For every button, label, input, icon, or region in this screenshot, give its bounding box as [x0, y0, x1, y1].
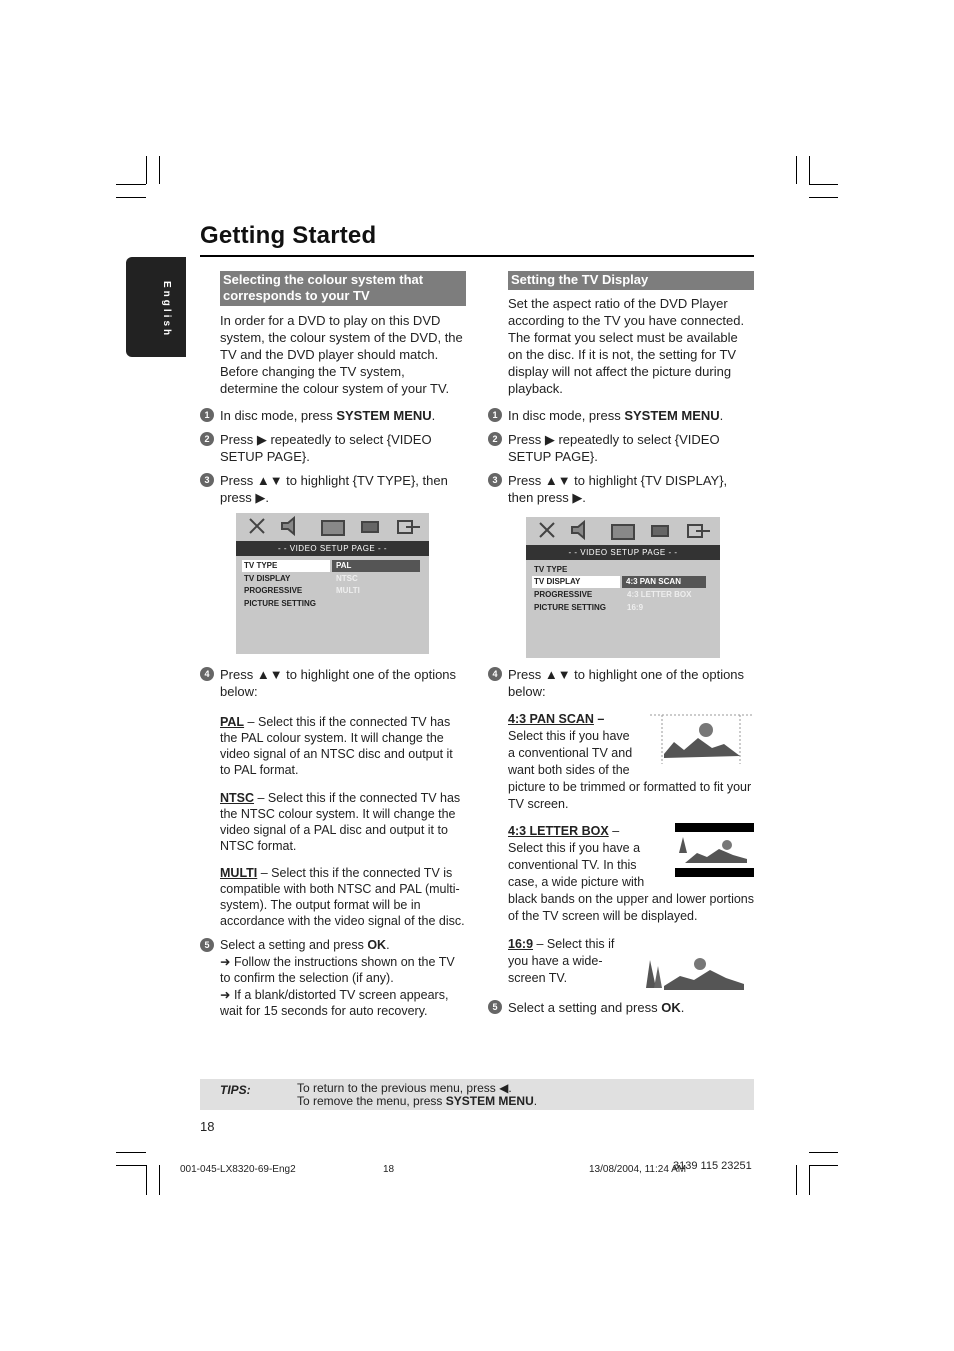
menu-icon-row: [236, 513, 429, 541]
step-3: [492, 472, 754, 506]
step-number-3-icon: 3: [488, 473, 502, 487]
step-note: ➜ Follow the instructions shown on the TV to confirm the selection (if any).: [220, 954, 455, 985]
crop-mark: [159, 1165, 160, 1195]
page-number: 18: [200, 1119, 215, 1134]
option-text: – Select this if: [533, 937, 615, 951]
crop-mark: [146, 156, 147, 184]
step-text: Select a setting and press: [508, 1000, 662, 1015]
option-ntsc[interactable]: NTSC: [336, 574, 358, 583]
right-column: [492, 271, 754, 506]
crop-mark: [116, 1165, 146, 1166]
option-text: screen TV.: [508, 971, 568, 985]
page-title: Getting Started: [200, 222, 377, 249]
crop-mark: [809, 1165, 838, 1166]
step-text: .: [680, 1000, 685, 1015]
footer-part-number: 3139 115 23251: [673, 1160, 752, 1172]
step-number-1-icon: 1: [200, 408, 214, 422]
menu-title-bar: - - VIDEO SETUP PAGE - -: [526, 545, 720, 560]
menu-item-picture-setting[interactable]: PICTURE SETTING: [244, 599, 317, 608]
footer-doc-code: 001-045-LX8320-69-Eng2: [180, 1164, 296, 1175]
step-text: Press ▲▼ to highlight {TV DISPLAY}, then press ▶.: [508, 473, 728, 505]
option-label: PAL: [220, 715, 245, 729]
tips-line: .: [533, 1094, 538, 1108]
step-4: [492, 666, 754, 700]
option-text: – Select this if the connected TV has the PAL colour system. It will change the video signal of an NTSC disc and output it to PAL format.: [220, 715, 453, 777]
language-tab: [126, 257, 186, 357]
language-tab-label: English: [161, 281, 172, 339]
step-number-5-icon: 5: [200, 938, 214, 952]
option-letter-box[interactable]: 4:3 LETTER BOX: [627, 590, 692, 599]
step-2: [492, 431, 754, 465]
tips-label: TIPS:: [220, 1083, 251, 1097]
option-label: 4:3 PAN SCAN: [508, 712, 594, 726]
step-text: Press ▲▼ to highlight {TV TYPE}, then press ▶.: [220, 473, 448, 505]
option-ntsc-desc: [220, 790, 466, 854]
button-name: SYSTEM MENU: [624, 408, 720, 423]
section-heading: Setting the TV Display: [508, 271, 754, 290]
step-text: .: [431, 408, 436, 423]
step-1: [492, 407, 754, 424]
option-text: you have a wide-: [508, 954, 603, 968]
tips-text: [297, 1082, 537, 1108]
tips-line: To return to the previous menu, press ◀.: [297, 1081, 512, 1095]
option-text: Select this if you have: [508, 729, 630, 743]
step-number-2-icon: 2: [200, 432, 214, 446]
menu-title-bar: - - VIDEO SETUP PAGE - -: [236, 541, 429, 556]
step-number-3-icon: 3: [200, 473, 214, 487]
option-pan-scan[interactable]: 4:3 PAN SCAN: [622, 576, 706, 588]
option-label: 16:9: [508, 937, 534, 951]
option-multi[interactable]: MULTI: [336, 586, 360, 595]
setup-icons: [526, 517, 720, 545]
step-5: [204, 937, 466, 1020]
step-text: Select a setting and press: [220, 938, 368, 952]
option-dash: –: [608, 824, 620, 838]
button-name: SYSTEM MENU: [445, 1094, 534, 1108]
tv-menu-screen: [236, 513, 429, 654]
intro-text: In order for a DVD to play on this DVD system, the colour system of the DVD, the TV and the DVD player should match. Before changing the TV system, determine the colour system of your TV.: [220, 313, 463, 396]
option-text: – Select this if the connected TV is compatible with both NTSC and PAL (multi-system). The output format will be in accordance with the video signal of the disc.: [220, 866, 465, 928]
step-1: [204, 407, 466, 424]
menu-item-tv-display[interactable]: TV DISPLAY: [532, 576, 620, 588]
menu-item-tv-type[interactable]: TV TYPE: [534, 565, 568, 574]
step-text: .: [386, 938, 390, 952]
menu-item-progressive[interactable]: PROGRESSIVE: [534, 590, 593, 599]
option-label: NTSC: [220, 791, 255, 805]
menu-icon-row: [526, 517, 720, 545]
step-text: Press ▶ repeatedly to select {VIDEO SETUP PAGE}.: [220, 432, 432, 464]
wide-screen-illustration: [644, 954, 746, 994]
crop-mark: [809, 1152, 838, 1153]
step-4: [204, 666, 466, 700]
crop-mark: [809, 184, 838, 185]
tips-box: [200, 1079, 754, 1110]
intro-text: Set the aspect ratio of the DVD Player according to the TV you have connected. The format you select must be available on the disc. If it is not, the setting for TV display will not affect the picture during playback.: [508, 296, 745, 396]
left-column: [204, 271, 466, 506]
step-number-4-icon: 4: [488, 667, 502, 681]
footer-date: 13/08/2004, 11:24 AM: [589, 1164, 687, 1175]
step-number-4-icon: 4: [200, 667, 214, 681]
section-heading: Selecting the colour system that corresponds to your TV: [220, 271, 466, 306]
option-label: MULTI: [220, 866, 258, 880]
step-text: Press ▲▼ to highlight one of the options below:: [220, 667, 457, 699]
option-pal[interactable]: PAL: [332, 560, 420, 572]
button-name: OK: [661, 1000, 681, 1015]
tips-line: To remove the menu, press: [297, 1094, 446, 1108]
title-divider: [200, 255, 754, 257]
step-text: .: [719, 408, 724, 423]
crop-mark: [796, 156, 797, 184]
option-text: black bands on the upper and lower portions of the TV screen will be displayed.: [508, 892, 754, 923]
step-3: [204, 472, 466, 506]
step-text: Press ▶ repeatedly to select {VIDEO SETUP PAGE}.: [508, 432, 720, 464]
crop-mark: [116, 1152, 146, 1153]
letter-box-illustration: [675, 823, 754, 877]
step-note: ➜ If a blank/distorted TV screen appears, wait for 15 seconds for auto recovery.: [220, 987, 449, 1018]
footer-page: 18: [383, 1164, 395, 1175]
button-name: OK: [367, 938, 387, 952]
option-16-9[interactable]: 16:9: [627, 603, 644, 612]
option-text: – Select this if the connected TV has the NTSC colour system. It will change the video signal of a PAL disc and output it to NTSC format.: [220, 791, 461, 853]
option-dash: –: [593, 712, 605, 726]
step-text: Press ▲▼ to highlight one of the options below:: [508, 667, 745, 699]
pan-scan-illustration: [650, 714, 754, 766]
option-text: a conventional TV and: [508, 746, 633, 760]
menu-item-picture-setting[interactable]: PICTURE SETTING: [534, 603, 607, 612]
option-text: picture to be trimmed or formatted to fit your TV screen.: [508, 780, 752, 811]
menu-item-tv-type[interactable]: TV TYPE: [242, 560, 330, 572]
menu-item-progressive[interactable]: PROGRESSIVE: [244, 586, 303, 595]
crop-mark: [809, 1165, 810, 1195]
step-5: [492, 999, 754, 1016]
option-text: Select this if you have a: [508, 841, 641, 855]
menu-item-tv-display[interactable]: TV DISPLAY: [244, 574, 291, 583]
step-number-1-icon: 1: [488, 408, 502, 422]
crop-mark: [809, 197, 838, 198]
step-text: In disc mode, press: [220, 408, 337, 423]
option-text: case, a wide picture with: [508, 875, 645, 889]
step-number-2-icon: 2: [488, 432, 502, 446]
step-number-5-icon: 5: [488, 1000, 502, 1014]
option-multi-desc: [220, 865, 466, 929]
step-text: In disc mode, press: [508, 408, 625, 423]
crop-mark: [796, 1165, 797, 1195]
option-text: conventional TV. In this: [508, 858, 637, 872]
button-name: SYSTEM MENU: [336, 408, 432, 423]
option-label: 4:3 LETTER BOX: [508, 824, 609, 838]
crop-mark: [159, 156, 160, 184]
crop-mark: [116, 197, 146, 198]
crop-mark: [116, 184, 146, 185]
option-text: want both sides of the: [508, 763, 630, 777]
crop-mark: [809, 156, 810, 184]
step-2: [204, 431, 466, 465]
option-pal-desc: [220, 714, 466, 778]
tv-menu-screen: [526, 517, 720, 658]
crop-mark: [146, 1165, 147, 1195]
setup-icons: [236, 513, 429, 541]
left-column-lower: [204, 666, 466, 1020]
